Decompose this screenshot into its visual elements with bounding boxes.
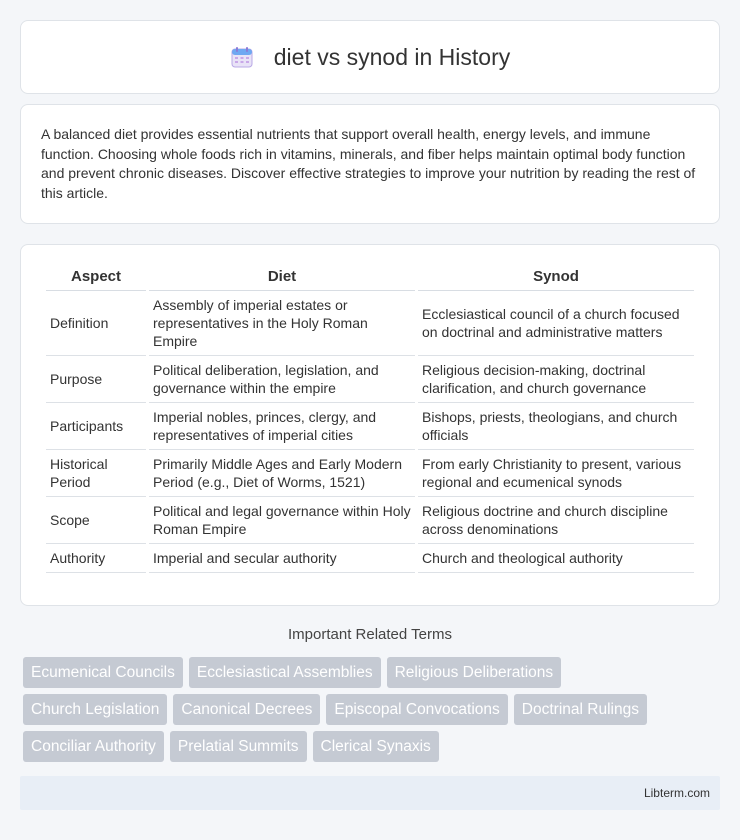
- row-aspect: Purpose: [46, 356, 146, 403]
- table-header-row: [46, 263, 694, 291]
- tag-ecclesiastical-assemblies[interactable]: Ecclesiastical Assemblies: [189, 657, 381, 688]
- row-diet: Imperial and secular authority: [149, 544, 415, 573]
- row-aspect: Definition: [46, 291, 146, 356]
- calendar-icon: [230, 45, 254, 69]
- tag-religious-deliberations[interactable]: Religious Deliberations: [387, 657, 562, 688]
- row-synod: Ecclesiastical council of a church focused on doctrinal and administrative matters: [418, 291, 694, 356]
- row-diet: Political and legal governance within Holy Roman Empire: [149, 497, 415, 544]
- tag-row: [23, 731, 723, 762]
- tag-clerical-synaxis[interactable]: Clerical Synaxis: [313, 731, 439, 762]
- tag-row: [23, 694, 723, 725]
- row-synod: Religious decision-making, doctrinal clarification, and church governance: [418, 356, 694, 403]
- row-synod: Bishops, priests, theologians, and church officials: [418, 403, 694, 450]
- tag-row: [23, 657, 723, 688]
- row-diet: Imperial nobles, princes, clergy, and representatives of imperial cities: [149, 403, 415, 450]
- row-aspect: Participants: [46, 403, 146, 450]
- comparison-table: [43, 263, 697, 573]
- row-synod: Religious doctrine and church discipline across denominations: [418, 497, 694, 544]
- row-synod: Church and theological authority: [418, 544, 694, 573]
- tag-episcopal-convocations[interactable]: Episcopal Convocations: [326, 694, 507, 725]
- header-card: [20, 20, 720, 94]
- intro-card: [20, 104, 720, 224]
- row-aspect: Authority: [46, 544, 146, 573]
- related-terms-title: Important Related Terms: [288, 626, 452, 643]
- table-row: [46, 291, 694, 356]
- row-aspect: Scope: [46, 497, 146, 544]
- comparison-table-card: [20, 244, 720, 606]
- tag-conciliar-authority[interactable]: Conciliar Authority: [23, 731, 164, 762]
- row-diet: Political deliberation, legislation, and governance within the empire: [149, 356, 415, 403]
- row-diet: Primarily Middle Ages and Early Modern Period (e.g., Diet of Worms, 1521): [149, 450, 415, 497]
- table-row: [46, 356, 694, 403]
- header-aspect: Aspect: [46, 263, 146, 291]
- tag-doctrinal-rulings[interactable]: Doctrinal Rulings: [514, 694, 647, 725]
- header-diet: Diet: [149, 263, 415, 291]
- header-synod: Synod: [418, 263, 694, 291]
- page-title: diet vs synod in History: [273, 43, 511, 70]
- related-terms-list: [23, 657, 723, 768]
- row-synod: From early Christianity to present, various regional and ecumenical synods: [418, 450, 694, 497]
- table-row: [46, 544, 694, 573]
- tag-prelatial-summits[interactable]: Prelatial Summits: [170, 731, 307, 762]
- footer-site-link[interactable]: Libterm.com: [643, 786, 710, 800]
- row-aspect: Historical Period: [46, 450, 146, 497]
- tag-ecumenical-councils[interactable]: Ecumenical Councils: [23, 657, 183, 688]
- table-row: [46, 497, 694, 544]
- footer: [20, 776, 720, 810]
- table-row: [46, 403, 694, 450]
- row-diet: Assembly of imperial estates or representatives in the Holy Roman Empire: [149, 291, 415, 356]
- table-row: [46, 450, 694, 497]
- tag-church-legislation[interactable]: Church Legislation: [23, 694, 167, 725]
- tag-canonical-decrees[interactable]: Canonical Decrees: [173, 694, 320, 725]
- intro-text: A balanced diet provides essential nutrients that support overall health, energy levels, and immune function. Choosing whole foods rich in vitamins, minerals, and fiber helps maintain optimal body function and prevent chronic diseases. Discover effective strategies to improve your nutrition by reading the rest of this article.: [41, 126, 696, 201]
